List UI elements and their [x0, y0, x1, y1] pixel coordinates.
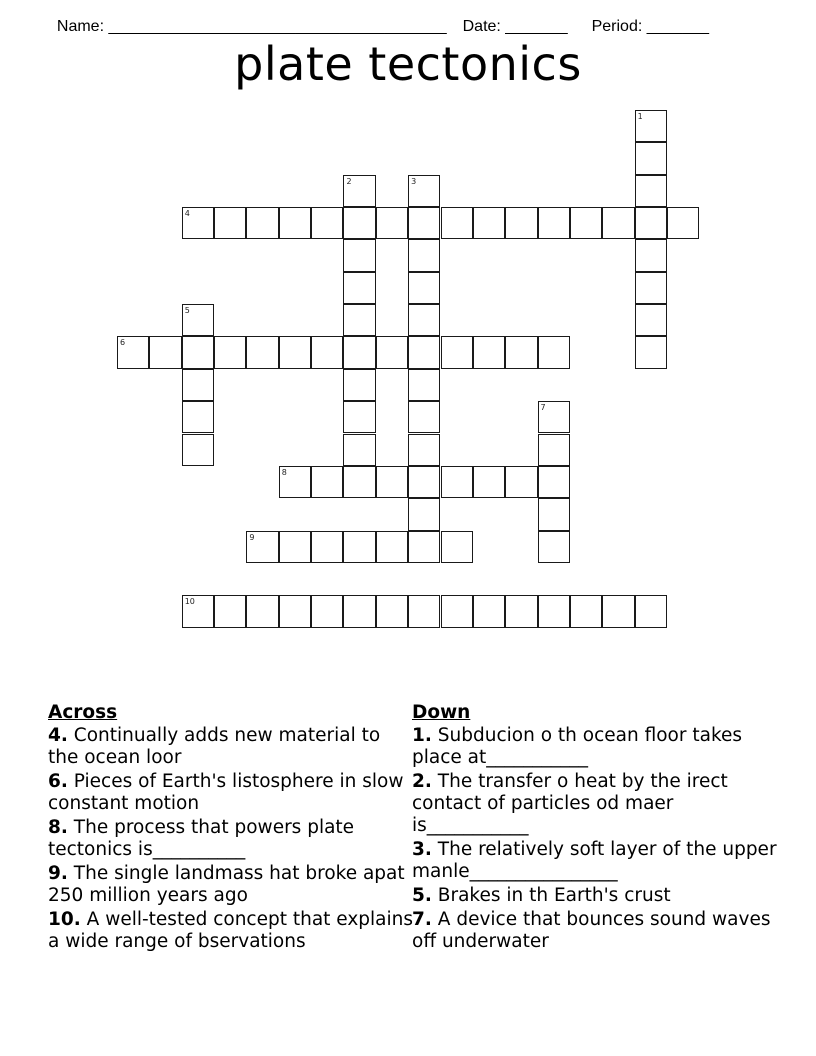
crossword-cell[interactable]: [667, 207, 699, 239]
crossword-cell[interactable]: [376, 336, 408, 368]
down-heading: Down: [412, 702, 471, 723]
crossword-cell[interactable]: [214, 595, 246, 627]
crossword-cell[interactable]: [635, 175, 667, 207]
crossword-cell[interactable]: [408, 369, 440, 401]
crossword-cell[interactable]: [570, 207, 602, 239]
crossword-cell[interactable]: [473, 595, 505, 627]
crossword-cell[interactable]: [570, 595, 602, 627]
crossword-cell[interactable]: [376, 466, 408, 498]
crossword-cell[interactable]: [246, 207, 278, 239]
crossword-cell[interactable]: [408, 595, 440, 627]
across-heading: Across: [48, 702, 118, 723]
crossword-cell[interactable]: [408, 239, 440, 271]
crossword-cell[interactable]: [343, 336, 375, 368]
crossword-cell[interactable]: [246, 336, 278, 368]
crossword-cell[interactable]: [182, 207, 214, 239]
clue-across-4: 4. Continually adds new material to the ocean loor: [48, 725, 381, 768]
crossword-cell[interactable]: [343, 272, 375, 304]
crossword-cell[interactable]: [343, 304, 375, 336]
crossword-cell[interactable]: [473, 207, 505, 239]
clue-number: 2: [346, 176, 352, 186]
clue-number: 10: [184, 597, 195, 607]
crossword-cell[interactable]: [343, 369, 375, 401]
crossword-cell[interactable]: [441, 531, 473, 563]
crossword-cell[interactable]: [182, 336, 214, 368]
crossword-cell[interactable]: [182, 401, 214, 433]
clue-number: 5: [184, 306, 190, 316]
crossword-cell[interactable]: [538, 595, 570, 627]
clue-number: 1: [637, 112, 643, 121]
crossword-cell[interactable]: [635, 595, 667, 627]
crossword-cell[interactable]: [311, 336, 343, 368]
crossword-cell[interactable]: [505, 207, 537, 239]
crossword-cell[interactable]: [343, 175, 375, 207]
crossword-cell[interactable]: [279, 531, 311, 563]
crossword-cell[interactable]: [343, 401, 375, 433]
crossword-cell[interactable]: [635, 142, 667, 174]
crossword-cell[interactable]: [473, 336, 505, 368]
clue-down-5: 5. Brakes in th Earth's crust: [412, 885, 671, 906]
period-field-label[interactable]: Period: _______: [591, 18, 710, 35]
crossword-cell[interactable]: [408, 272, 440, 304]
crossword-cell[interactable]: [246, 595, 278, 627]
crossword-cell[interactable]: [343, 434, 375, 466]
crossword-cell[interactable]: [311, 466, 343, 498]
clue-number: 7: [540, 403, 546, 413]
crossword-cell[interactable]: [279, 207, 311, 239]
clue-down-2: 2. The transfer o heat by the irect contact of particles od maer is___________: [412, 771, 728, 836]
crossword-cell[interactable]: [343, 239, 375, 271]
crossword-cell[interactable]: [441, 466, 473, 498]
crossword-cell[interactable]: [408, 401, 440, 433]
crossword-cell[interactable]: [279, 466, 311, 498]
crossword-cell[interactable]: [635, 239, 667, 271]
crossword-cell[interactable]: [635, 272, 667, 304]
crossword-cell[interactable]: [376, 595, 408, 627]
crossword-cell[interactable]: [441, 595, 473, 627]
crossword-cell[interactable]: [635, 110, 667, 142]
crossword-cell[interactable]: [408, 434, 440, 466]
down-clues: [412, 702, 792, 955]
crossword-cell[interactable]: [441, 207, 473, 239]
clue-down-3: 3. The relatively soft layer of the upper manle________________: [412, 839, 777, 882]
crossword-cell[interactable]: [149, 336, 181, 368]
crossword-cell[interactable]: [408, 175, 440, 207]
crossword-cell[interactable]: [408, 336, 440, 368]
page-title: plate tectonics: [234, 37, 582, 91]
crossword-cell[interactable]: [408, 466, 440, 498]
crossword-cell[interactable]: [279, 336, 311, 368]
crossword-cell[interactable]: [538, 207, 570, 239]
clue-across-10: 10. A well-tested concept that explains a wide range of bservations: [48, 909, 414, 952]
crossword-cell[interactable]: [246, 531, 278, 563]
across-clues: [48, 702, 414, 955]
crossword-cell[interactable]: [505, 336, 537, 368]
crossword-cell[interactable]: [311, 595, 343, 627]
crossword-cell[interactable]: [182, 304, 214, 336]
clue-number: 4: [184, 209, 190, 219]
crossword-cell[interactable]: [538, 466, 570, 498]
clue-number: 9: [249, 532, 255, 542]
crossword-cell[interactable]: [505, 595, 537, 627]
crossword-cell[interactable]: [538, 401, 570, 433]
crossword-cell[interactable]: [214, 207, 246, 239]
crossword-cell[interactable]: [408, 207, 440, 239]
crossword-cell[interactable]: [602, 595, 634, 627]
clue-across-9: 9. The single landmass hat broke apat 250 million years ago: [48, 863, 405, 906]
crossword-cell[interactable]: [538, 498, 570, 530]
clue-number: 8: [281, 467, 287, 477]
crossword-cell[interactable]: [311, 531, 343, 563]
crossword-cell[interactable]: [538, 531, 570, 563]
crossword-cell[interactable]: [376, 531, 408, 563]
crossword-cell[interactable]: [214, 336, 246, 368]
crossword-cell[interactable]: [538, 336, 570, 368]
crossword-cell[interactable]: [538, 434, 570, 466]
crossword-cell[interactable]: [408, 498, 440, 530]
crossword-cell[interactable]: [279, 595, 311, 627]
clue-number: 3: [411, 176, 417, 186]
clue-number: 6: [120, 338, 126, 348]
clue-down-1: 1. Subducion o th ocean floor takes place at___________: [412, 725, 743, 768]
crossword-cell[interactable]: [376, 207, 408, 239]
crossword-cell[interactable]: [182, 434, 214, 466]
crossword-cell[interactable]: [311, 207, 343, 239]
crossword-cell[interactable]: [343, 531, 375, 563]
crossword-cell[interactable]: [343, 595, 375, 627]
name-field-label[interactable]: Name: ______________________________________: [56, 18, 447, 35]
crossword-cell[interactable]: [505, 466, 537, 498]
crossword-cell[interactable]: [182, 595, 214, 627]
date-field-label[interactable]: Date: _______: [462, 18, 568, 35]
crossword-cell[interactable]: [602, 207, 634, 239]
crossword-cell[interactable]: [473, 466, 505, 498]
crossword-cell[interactable]: [182, 369, 214, 401]
clue-down-7: 7. A device that bounces sound waves off underwater: [412, 909, 771, 952]
crossword-cell[interactable]: [635, 304, 667, 336]
crossword-cell[interactable]: [635, 207, 667, 239]
crossword-cell[interactable]: [343, 466, 375, 498]
crossword-cell[interactable]: [343, 207, 375, 239]
crossword-cell[interactable]: [408, 531, 440, 563]
crossword-cell[interactable]: [635, 336, 667, 368]
crossword-cell[interactable]: [408, 304, 440, 336]
clue-across-6: 6. Pieces of Earth's listosphere in slow constant motion: [48, 771, 404, 814]
crossword-cell[interactable]: [117, 336, 149, 368]
crossword-cell[interactable]: [441, 336, 473, 368]
clue-across-8: 8. The process that powers plate tectonics is__________: [48, 817, 355, 860]
